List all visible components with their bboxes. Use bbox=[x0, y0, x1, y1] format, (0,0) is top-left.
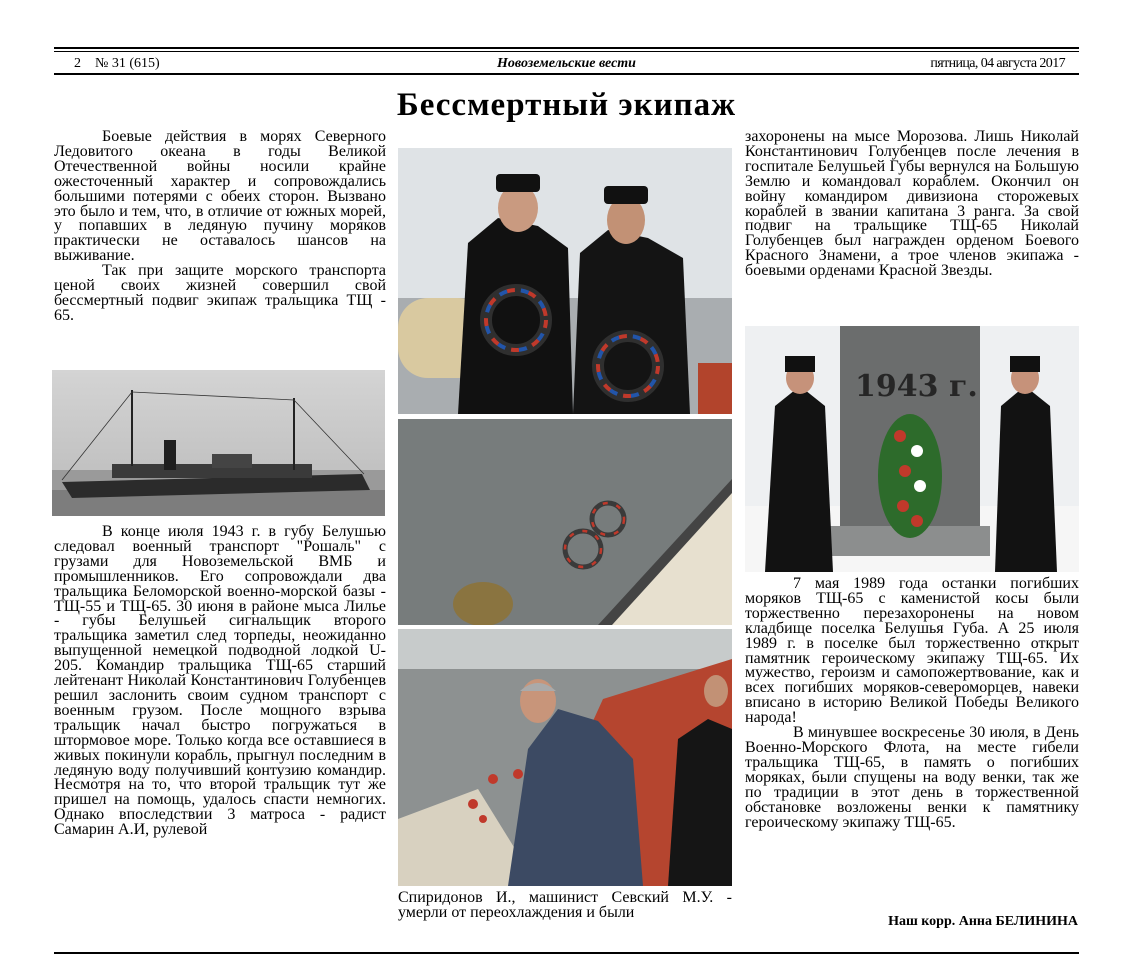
photo-officers-wreaths bbox=[398, 148, 732, 414]
photo-caption-continuation: Спиридонов И., машинист Севский М.У. - умерли от переохлаждения и были bbox=[398, 889, 732, 921]
column-3-bottom bbox=[745, 577, 1079, 830]
article-byline: Наш корр. Анна БЕЛИНИНА bbox=[888, 914, 1078, 929]
photo-historic-ship bbox=[52, 370, 385, 516]
paragraph-reburial: 7 мая 1989 года останки погибших моряков ТЩ-65 с каменистой косы были торжественно перезахоронены на новом кладбище поселка Белушья Губа. А 25 июля 1989 г. в поселке был торжественно открыт памятник героическому экипажу ТЩ-65. Их мужество, героизм и самопожертвование, как и всех погибших моряков-североморцев, навеки вписано в историю Великой Победы Великого народа! bbox=[745, 575, 1079, 727]
top-rule-thin bbox=[54, 51, 1079, 52]
column-3-top bbox=[745, 130, 1079, 279]
monument-inscription: 1943 г. bbox=[855, 369, 978, 404]
paragraph-navy-day: В минувшее воскресенье 30 июля, в День Военно-Морского Флота, на месте гибели тральщика ТЩ-65, в память о погибших моряках, были спущены на воду венки, так же по традиции в этот день в торжественной обстановке возложены венки к памятнику героическому экипажу ТЩ-65. bbox=[745, 724, 1079, 831]
photo-flowers-water bbox=[398, 629, 732, 886]
header-underline bbox=[54, 73, 1079, 75]
paragraph-history: В конце июля 1943 г. в губу Белушью следовал военный транспорт "Рошаль" с грузами для Новоземельской ВМБ и промышленников. Его сопровождали два тральщика Беломорской военно-морской базы - ТЩ-55 и ТЩ-65. 30 июня в районе мыса Лилье - губы Белушьей сигнальщик второго тральщика заметил след торпеды, неожиданно выпущенной немецкой подводной лодкой U-205. Командир тральщика ТЩ-65 старший лейтенант Николай Константинович Голубенцев решил заслонить своим судном транспорт с военным грузом. После мощного взрыва тральщик начал быстро погружаться в штормовое море. Только когда все оставшиеся в живых покинули корабль, прыгнул последним в ледяную воду получивший контузию командир. Несмотря на то, что второй тральщик тут же пришел на помощь, удалось спасти немногих. Однако впоследствии 3 матроса - радист Самарин А.И, рулевой bbox=[54, 523, 386, 839]
paragraph-intro: Боевые действия в морях Северного Ледовитого океана в годы Великой Отечественной войны носили крайне ожесточенный характер и сопровождались большими потерями с обеих сторон. Вызвано это было и тем, что, в отличие от южных морей, у попавших в ледяную пучину моряков практически не оставалось шансов на выживание. bbox=[54, 128, 386, 265]
issue-date: пятница, 04 августа 2017 bbox=[930, 56, 1065, 71]
issue-number: 2 № 31 (615) bbox=[74, 56, 160, 71]
photo-monument-guard bbox=[745, 326, 1079, 572]
photo-wreaths-water bbox=[398, 419, 732, 625]
column-1-bottom bbox=[54, 525, 386, 838]
newspaper-name: Новоземельские вести bbox=[497, 56, 636, 71]
top-rule-thick bbox=[54, 47, 1079, 49]
article-headline: Бессмертный экипаж bbox=[396, 87, 737, 123]
paragraph-feat: Так при защите морского транспорта ценой своих жизней совершил свой бессмертный подвиг экипаж тральщика ТЩ - 65. bbox=[54, 262, 386, 324]
bottom-rule bbox=[54, 952, 1079, 954]
paragraph-burial: захоронены на мысе Морозова. Лишь Николай Константинович Голубенцев после лечения в госпитале Белушьей Губы вернулся на Большую Землю и командовал кораблем. Окончил он войну командиром дивизиона сторожевых кораблей в звании капитана 3 ранга. За свой подвиг на тральщике ТЩ-65 Николай Голубенцев был награжден орденом Боевого Красного Знамени, а трое членов экипажа - боевыми орденами Красной Звезды. bbox=[745, 128, 1079, 280]
page-header bbox=[54, 55, 1079, 72]
column-1-top bbox=[54, 130, 386, 324]
